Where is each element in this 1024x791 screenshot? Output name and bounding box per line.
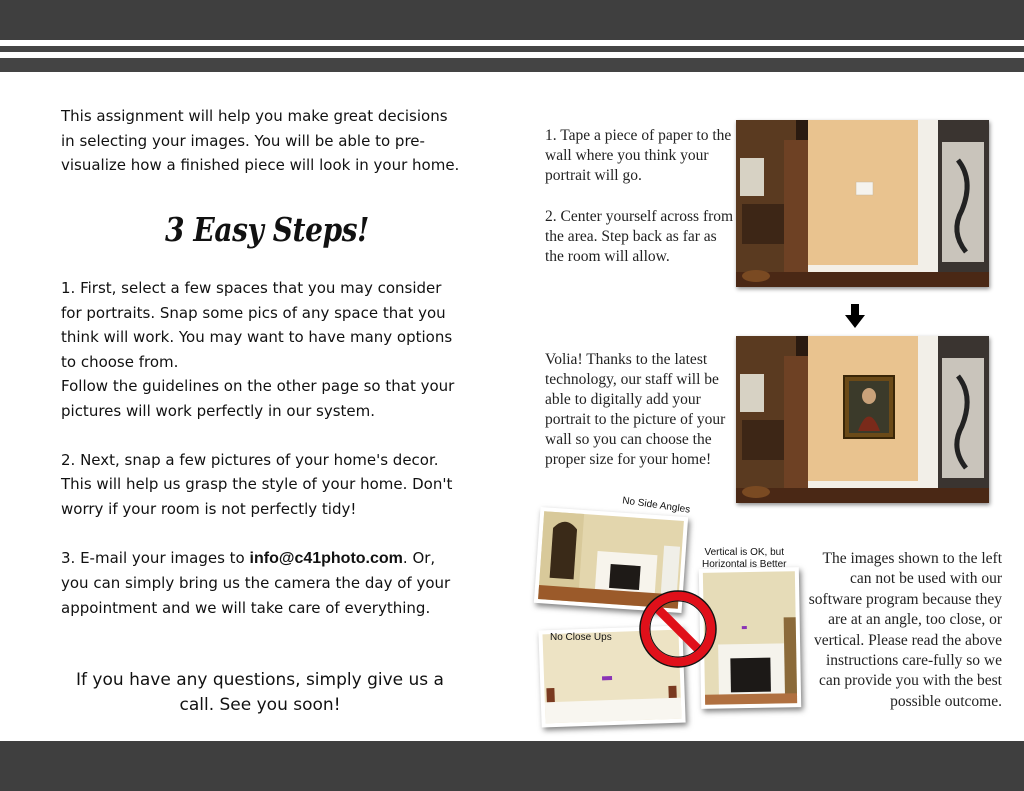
- intro-paragraph: This assignment will help you make great decisions in selecting your images. You will be able to pre-visualize how a finished piece will look in your home.: [61, 107, 460, 174]
- step-1-guidelines: Follow the guidelines on the other page so that your pictures will work perfectly in our system.: [61, 377, 455, 420]
- no-sign-icon: [639, 590, 717, 668]
- step-3-prefix: 3. E-mail your images to: [61, 548, 250, 567]
- right-step-2: 2. Center yourself across from the area. Step back as far as the room will allow.: [545, 208, 734, 265]
- examples-note: The images shown to the left can not be used with our software program because they are at an angle, too close, or vertical. Please read the above instructions care-fully so we can provide you with the best possible outcome.: [808, 550, 1002, 710]
- step-3-text: [61, 546, 461, 621]
- volia-paragraph: Volia! Thanks to the latest technology, our staff will be able to digitally add your portrait to the picture of your wall so you can choose the proper size for your home!: [545, 351, 726, 468]
- email-link[interactable]: info@c41photo.com: [249, 549, 403, 567]
- down-arrow-icon: [845, 304, 865, 328]
- vertical-label-line-1: Vertical is OK, but: [704, 547, 784, 558]
- step-2-text: 2. Next, snap a few pictures of your home's decor. This will help us grasp the style of your home. Don't worry if your room is not perfectly tidy!: [61, 450, 453, 518]
- room-photo-before: [736, 120, 989, 287]
- bottom-band: [0, 741, 1024, 791]
- no-side-angles-label: No Side Angles: [621, 495, 691, 516]
- right-step-1: 1. Tape a piece of paper to the wall where you think your portrait will go.: [545, 127, 732, 184]
- step-3-suffix: . Or, you can simply bring us the camera the day of your appointment and we will take care of everything.: [61, 548, 451, 617]
- top-stripe: [0, 58, 1024, 72]
- steps-list: [61, 276, 461, 620]
- room-photo-after: [736, 336, 989, 503]
- no-close-ups-label: No Close Ups: [550, 632, 612, 643]
- vertical-label: [702, 547, 786, 571]
- vertical-label-line-2: Horizontal is Better: [702, 559, 787, 570]
- steps-heading: 3 Easy Steps!: [165, 210, 369, 249]
- step-1-text: 1. First, select a few spaces that you may consider for portraits. Snap some pics of any space that you think will work. You may want to have many options to choose from.: [61, 279, 453, 371]
- closing-text: If you have any questions, simply give us a call. See you soon!: [76, 670, 444, 715]
- top-band: [0, 0, 1024, 40]
